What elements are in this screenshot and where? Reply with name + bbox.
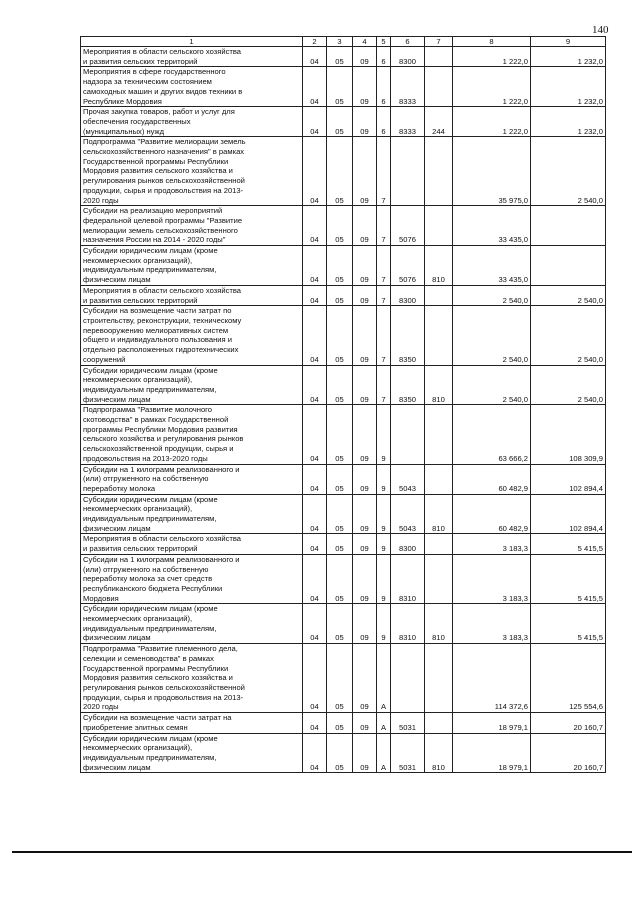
row-value-cell-9: 2 540,0 (531, 137, 606, 206)
row-value-cell-5: 6 (377, 107, 391, 137)
row-value-cell-3: 05 (327, 246, 353, 286)
row-value-cell-2: 04 (303, 534, 327, 554)
row-value-cell-4: 09 (353, 464, 377, 494)
row-value-cell-6: 8300 (391, 534, 425, 554)
table-body (81, 47, 606, 773)
row-value-cell-8: 35 975,0 (453, 137, 531, 206)
table-row (81, 67, 606, 107)
column-header-6: 6 (391, 37, 425, 47)
row-name-cell: Мероприятия в области сельского хозяйства и развития сельских территорий (81, 534, 303, 554)
row-value-cell-6: 8300 (391, 285, 425, 305)
row-value-cell-3: 05 (327, 137, 353, 206)
row-value-cell-7 (425, 137, 453, 206)
row-value-cell-5: 9 (377, 534, 391, 554)
row-value-cell-8: 1 222,0 (453, 47, 531, 67)
row-value-cell-8: 2 540,0 (453, 306, 531, 365)
row-value-cell-4: 09 (353, 285, 377, 305)
column-header-4: 4 (353, 37, 377, 47)
row-value-cell-8: 1 222,0 (453, 67, 531, 107)
row-name-cell: Субсидии на реализацию мероприятий федеральной целевой программы "Развитие мелиорации земель сельскохозяйственного назначения России на 2014 - 2020 годы" (81, 206, 303, 246)
row-value-cell-2: 04 (303, 206, 327, 246)
row-value-cell-5: 9 (377, 554, 391, 604)
row-value-cell-7: 810 (425, 494, 453, 534)
row-value-cell-7 (425, 47, 453, 67)
row-value-cell-3: 05 (327, 365, 353, 405)
row-value-cell-6: 8300 (391, 47, 425, 67)
row-value-cell-4: 09 (353, 67, 377, 107)
row-value-cell-2: 04 (303, 733, 327, 773)
row-value-cell-9 (531, 246, 606, 286)
row-name-cell: Субсидии юридическим лицам (кроме некоммерческих организаций), индивидуальным предпринимателям, физическим лицам (81, 604, 303, 644)
header-row (81, 37, 606, 47)
row-value-cell-3: 05 (327, 47, 353, 67)
row-name-cell: Субсидии юридическим лицам (кроме некоммерческих организаций), индивидуальным предпринимателям, физическим лицам (81, 733, 303, 773)
row-value-cell-4: 09 (353, 206, 377, 246)
row-name-cell: Мероприятия в области сельского хозяйства и развития сельских территорий (81, 47, 303, 67)
table-row (81, 405, 606, 464)
row-name-cell: Прочая закупка товаров, работ и услуг для обеспечения государственных (муниципальных) нужд (81, 107, 303, 137)
row-value-cell-5: 7 (377, 285, 391, 305)
row-value-cell-7 (425, 644, 453, 713)
row-value-cell-7 (425, 285, 453, 305)
row-value-cell-7 (425, 405, 453, 464)
row-value-cell-5: 7 (377, 306, 391, 365)
row-value-cell-2: 04 (303, 644, 327, 713)
row-value-cell-2: 04 (303, 604, 327, 644)
row-value-cell-4: 09 (353, 405, 377, 464)
row-value-cell-6 (391, 405, 425, 464)
row-name-cell: Субсидии на 1 килограмм реализованного и (или) отгруженного на собственную переработку молока за счет средств республиканского бюджета Республики Мордовия (81, 554, 303, 604)
table-row (81, 246, 606, 286)
row-value-cell-7: 244 (425, 107, 453, 137)
row-value-cell-5: А (377, 733, 391, 773)
row-value-cell-5: 7 (377, 137, 391, 206)
row-value-cell-6: 5076 (391, 206, 425, 246)
table-row (81, 47, 606, 67)
row-value-cell-9: 102 894,4 (531, 494, 606, 534)
row-name-cell: Мероприятия в сфере государственного надзора за техническим состоянием самоходных машин и других видов техники в Республике Мордовия (81, 67, 303, 107)
row-value-cell-5: А (377, 644, 391, 713)
row-value-cell-9: 108 309,9 (531, 405, 606, 464)
budget-table (80, 36, 606, 773)
row-value-cell-7 (425, 206, 453, 246)
row-value-cell-2: 04 (303, 365, 327, 405)
row-value-cell-3: 05 (327, 604, 353, 644)
row-value-cell-2: 04 (303, 464, 327, 494)
row-value-cell-3: 05 (327, 644, 353, 713)
table-row (81, 365, 606, 405)
table-row (81, 464, 606, 494)
row-value-cell-8: 33 435,0 (453, 246, 531, 286)
row-value-cell-9: 5 415,5 (531, 534, 606, 554)
row-value-cell-3: 05 (327, 206, 353, 246)
row-value-cell-9: 1 232,0 (531, 67, 606, 107)
row-value-cell-9: 20 160,7 (531, 733, 606, 773)
row-value-cell-2: 04 (303, 137, 327, 206)
row-name-cell: Подпрограмма "Развитие племенного дела, селекции и семеноводства" в рамках Государственной программы Республики Мордовия развития сельского хозяйства и регулирования рынков сельскохозяйственной продукции, сырья и продовольствия на 2013- 2020 годы (81, 644, 303, 713)
row-value-cell-8: 2 540,0 (453, 285, 531, 305)
row-value-cell-4: 09 (353, 107, 377, 137)
row-value-cell-9: 5 415,5 (531, 604, 606, 644)
row-value-cell-8: 114 372,6 (453, 644, 531, 713)
column-header-3: 3 (327, 37, 353, 47)
column-header-9: 9 (531, 37, 606, 47)
row-value-cell-5: 9 (377, 494, 391, 534)
row-value-cell-2: 04 (303, 47, 327, 67)
table-row (81, 733, 606, 773)
row-name-cell: Субсидии юридическим лицам (кроме некоммерческих организаций), индивидуальным предпринимателям, физическим лицам (81, 365, 303, 405)
row-value-cell-6: 5031 (391, 733, 425, 773)
row-value-cell-8: 33 435,0 (453, 206, 531, 246)
row-value-cell-4: 09 (353, 365, 377, 405)
row-value-cell-7 (425, 534, 453, 554)
row-value-cell-6: 5043 (391, 494, 425, 534)
row-value-cell-8: 18 979,1 (453, 733, 531, 773)
row-value-cell-4: 09 (353, 604, 377, 644)
row-value-cell-9: 102 894,4 (531, 464, 606, 494)
row-value-cell-3: 05 (327, 67, 353, 107)
row-value-cell-8: 2 540,0 (453, 365, 531, 405)
row-value-cell-3: 05 (327, 405, 353, 464)
row-value-cell-7 (425, 554, 453, 604)
table-row (81, 306, 606, 365)
row-value-cell-3: 05 (327, 107, 353, 137)
row-value-cell-7: 810 (425, 246, 453, 286)
row-value-cell-6 (391, 137, 425, 206)
row-value-cell-7: 810 (425, 365, 453, 405)
column-header-1: 1 (81, 37, 303, 47)
row-value-cell-4: 09 (353, 494, 377, 534)
row-value-cell-3: 05 (327, 534, 353, 554)
table-row (81, 644, 606, 713)
row-value-cell-2: 04 (303, 494, 327, 534)
column-header-8: 8 (453, 37, 531, 47)
row-value-cell-5: 7 (377, 206, 391, 246)
row-value-cell-4: 09 (353, 137, 377, 206)
row-value-cell-2: 04 (303, 107, 327, 137)
row-value-cell-7: 810 (425, 733, 453, 773)
row-value-cell-9: 2 540,0 (531, 285, 606, 305)
table-row (81, 534, 606, 554)
row-value-cell-8: 18 979,1 (453, 713, 531, 733)
row-value-cell-5: 9 (377, 604, 391, 644)
row-value-cell-8: 1 222,0 (453, 107, 531, 137)
row-value-cell-9: 2 540,0 (531, 306, 606, 365)
row-value-cell-8: 63 666,2 (453, 405, 531, 464)
row-value-cell-3: 05 (327, 494, 353, 534)
row-value-cell-4: 09 (353, 306, 377, 365)
row-value-cell-5: А (377, 713, 391, 733)
table-row (81, 206, 606, 246)
row-value-cell-5: 6 (377, 67, 391, 107)
table-row (81, 107, 606, 137)
row-value-cell-4: 09 (353, 246, 377, 286)
row-value-cell-6: 8310 (391, 604, 425, 644)
row-name-cell: Субсидии на 1 килограмм реализованного и (или) отгруженного на собственную переработку молока (81, 464, 303, 494)
table-row (81, 285, 606, 305)
row-value-cell-6: 8310 (391, 554, 425, 604)
column-header-2: 2 (303, 37, 327, 47)
table-row (81, 554, 606, 604)
table-row (81, 494, 606, 534)
row-value-cell-5: 7 (377, 246, 391, 286)
row-value-cell-7 (425, 713, 453, 733)
row-value-cell-8: 3 183,3 (453, 604, 531, 644)
row-value-cell-3: 05 (327, 733, 353, 773)
row-value-cell-5: 6 (377, 47, 391, 67)
row-value-cell-3: 05 (327, 306, 353, 365)
row-value-cell-2: 04 (303, 67, 327, 107)
row-value-cell-9: 1 232,0 (531, 47, 606, 67)
column-header-5: 5 (377, 37, 391, 47)
row-value-cell-4: 09 (353, 644, 377, 713)
row-value-cell-2: 04 (303, 306, 327, 365)
row-value-cell-8: 60 482,9 (453, 464, 531, 494)
row-name-cell: Мероприятия в области сельского хозяйства и развития сельских территорий (81, 285, 303, 305)
row-value-cell-6: 5043 (391, 464, 425, 494)
row-value-cell-9 (531, 206, 606, 246)
row-value-cell-3: 05 (327, 285, 353, 305)
row-value-cell-7 (425, 464, 453, 494)
page-number: 140 (592, 24, 609, 36)
row-name-cell: Субсидии юридическим лицам (кроме некоммерческих организаций), индивидуальным предпринимателям, физическим лицам (81, 494, 303, 534)
row-value-cell-6: 8333 (391, 107, 425, 137)
row-value-cell-2: 04 (303, 554, 327, 604)
row-value-cell-6: 5076 (391, 246, 425, 286)
row-value-cell-2: 04 (303, 713, 327, 733)
row-value-cell-4: 09 (353, 554, 377, 604)
row-value-cell-8: 3 183,3 (453, 554, 531, 604)
row-value-cell-7 (425, 67, 453, 107)
row-value-cell-5: 9 (377, 464, 391, 494)
row-name-cell: Субсидии на возмещение части затрат по строительству, реконструкции, техническому перевооружению мелиоративных систем общего и индивидуального пользования и отдельно расположенных гидротехнических сооружений (81, 306, 303, 365)
row-value-cell-4: 09 (353, 534, 377, 554)
row-value-cell-2: 04 (303, 285, 327, 305)
row-name-cell: Субсидии на возмещение части затрат на приобретение элитных семян (81, 713, 303, 733)
row-value-cell-6 (391, 644, 425, 713)
column-header-7: 7 (425, 37, 453, 47)
row-value-cell-9: 2 540,0 (531, 365, 606, 405)
row-name-cell: Подпрограмма "Развитие молочного скотоводства" в рамках Государственной программы Республики Мордовия развития сельского хозяйства и регулирования рынков сельскохозяйственной продукции, сырья и продовольствия на 2013-2020 годы (81, 405, 303, 464)
row-value-cell-6: 8333 (391, 67, 425, 107)
row-value-cell-4: 09 (353, 47, 377, 67)
row-name-cell: Субсидии юридическим лицам (кроме некоммерческих организаций), индивидуальным предпринимателям, физическим лицам (81, 246, 303, 286)
row-value-cell-9: 5 415,5 (531, 554, 606, 604)
row-value-cell-4: 09 (353, 733, 377, 773)
row-value-cell-2: 04 (303, 246, 327, 286)
row-value-cell-3: 05 (327, 554, 353, 604)
row-value-cell-8: 3 183,3 (453, 534, 531, 554)
row-value-cell-7: 810 (425, 604, 453, 644)
row-value-cell-8: 60 482,9 (453, 494, 531, 534)
row-value-cell-6: 5031 (391, 713, 425, 733)
table-row (81, 137, 606, 206)
row-value-cell-3: 05 (327, 713, 353, 733)
row-value-cell-2: 04 (303, 405, 327, 464)
row-value-cell-4: 09 (353, 713, 377, 733)
row-value-cell-6: 8350 (391, 306, 425, 365)
table-row (81, 713, 606, 733)
row-value-cell-9: 20 160,7 (531, 713, 606, 733)
bottom-rule (12, 851, 632, 853)
row-value-cell-9: 125 554,6 (531, 644, 606, 713)
row-value-cell-5: 7 (377, 365, 391, 405)
row-value-cell-3: 05 (327, 464, 353, 494)
row-name-cell: Подпрограмма "Развитие мелиорации земель сельскохозяйственного назначения" в рамках Государственной программы Республики Мордовия развития сельского хозяйства и регулирования рынков сельскохозяйственной продукции, сырья и продовольствия на 2013- 2020 годы (81, 137, 303, 206)
row-value-cell-6: 8350 (391, 365, 425, 405)
table-row (81, 604, 606, 644)
row-value-cell-9: 1 232,0 (531, 107, 606, 137)
row-value-cell-7 (425, 306, 453, 365)
row-value-cell-5: 9 (377, 405, 391, 464)
